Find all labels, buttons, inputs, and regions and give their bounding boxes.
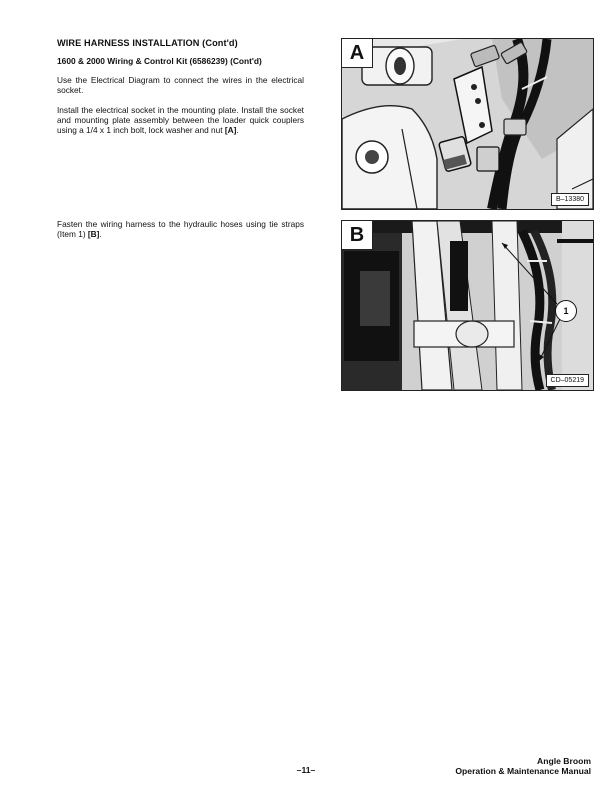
figure-a-letter: A: [342, 39, 373, 68]
item-1-callout: 1: [555, 300, 577, 322]
figure-a-photo: [342, 39, 593, 209]
figure-b: [341, 220, 594, 391]
figure-a: [341, 38, 594, 210]
section-heading: WIRE HARNESS INSTALLATION (Cont'd): [57, 38, 238, 48]
figure-a-code: B–13380: [551, 193, 589, 206]
paragraph-tie-straps: [57, 219, 304, 240]
footer-product: Angle Broom: [537, 756, 591, 766]
page-number: –11–: [296, 765, 316, 775]
paragraph-electrical-diagram: Use the Electrical Diagram to connect the wires in the electrical socket.: [57, 75, 304, 96]
figure-b-reference: [B]: [87, 229, 100, 240]
kit-subheading: 1600 & 2000 Wiring & Control Kit (6586239) (Cont'd): [57, 56, 262, 66]
footer-title: [455, 756, 591, 776]
figure-b-letter: B: [342, 221, 373, 250]
figure-a-reference: [A]: [224, 125, 237, 136]
paragraph-tie-straps-text: Fasten the wiring harness to the hydraulic hoses using tie straps (Item 1): [57, 219, 304, 240]
figure-b-code: CD–05219: [546, 374, 589, 387]
paragraph-end-mark: .: [236, 125, 239, 136]
paragraph-install-socket: [57, 105, 304, 136]
text-column: [57, 38, 304, 144]
paragraph-end-mark: .: [99, 229, 102, 240]
paragraph-install-socket-text: Install the electrical socket in the mounting plate. Install the socket and mounting plate assembly between the loader quick couplers using a 1/4 x 1 inch bolt, lock washer and nut: [57, 104, 304, 136]
footer-manual: Operation & Maintenance Manual: [455, 766, 591, 776]
